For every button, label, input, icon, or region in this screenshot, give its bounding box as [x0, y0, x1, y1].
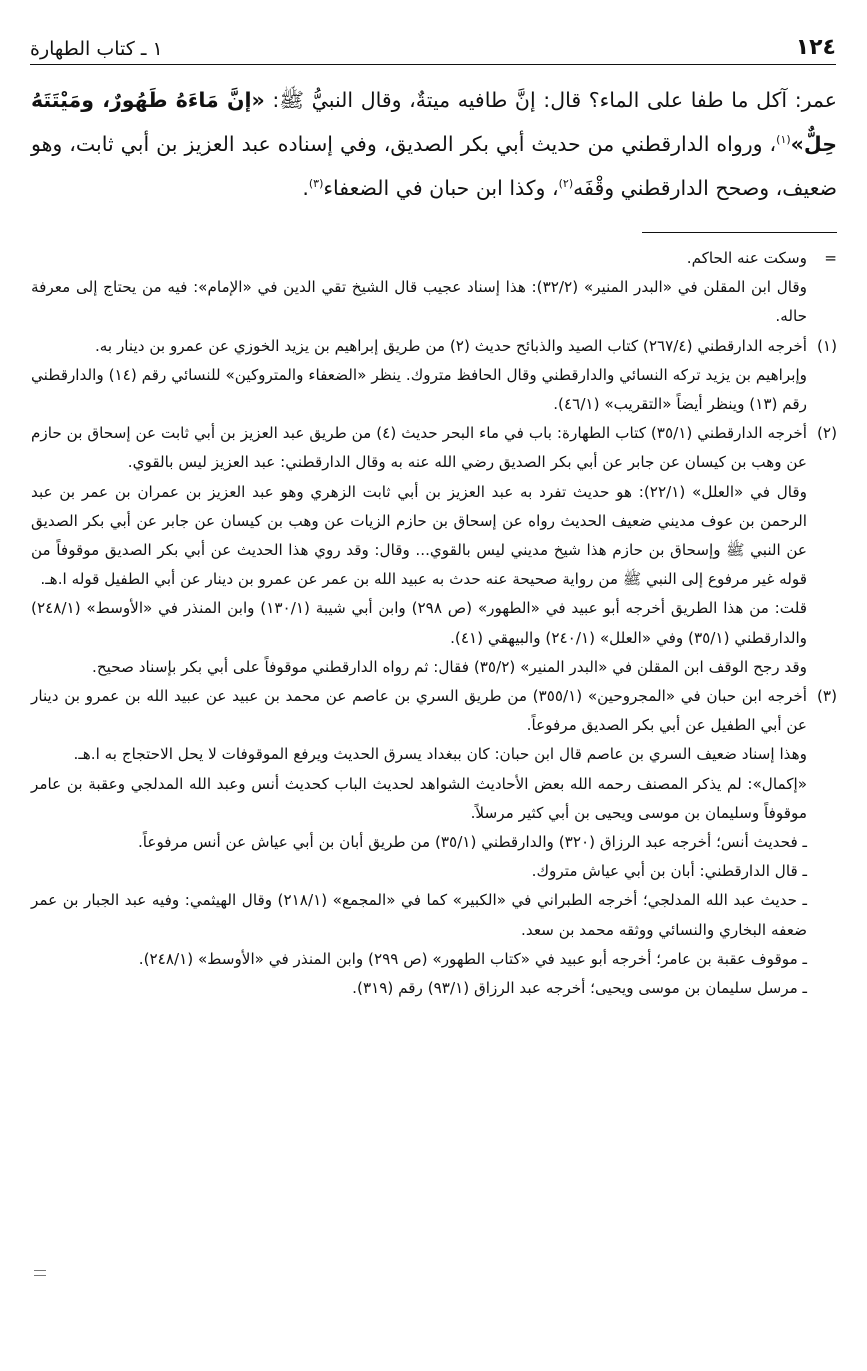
main-text-part-1: عمر: آكل ما طفا على الماء؟ قال: إنَّ طافيه ميتةٌ، وقال النبيُّ ﷺ: [264, 88, 838, 112]
page-header [30, 30, 836, 65]
footnote-continuation [31, 244, 837, 332]
footnote-paragraph: ـ موقوف عقبة بن عامر؛ أخرجه أبو عبيد في «كتاب الطهور» (ص ٢٩٩) وابن المنذر في «الأوسط» (٢٤٨/١). [138, 949, 807, 968]
footnote-paragraph: وهذا إسناد ضعيف السري بن عاصم قال ابن حبان: كان ببغداد يسرق الحديث ويرفع الموقوفات لا يحل الاحتجاج به ا.هـ. [73, 745, 807, 764]
footnote-paragraph: ـ حديث عبد الله المدلجي؛ أخرجه الطبراني في «الكبير» كما في «المجمع» (٢١٨/١) وقال الهيثمي: وفيه عبد الجبار بن عمر ضعفه البخاري والنسائي ووثقه محمد بن سعد. [31, 891, 808, 939]
footnote-separator [642, 232, 837, 233]
main-text-part-2: ، ورواه الدارقطني من حديث أبي بكر الصديق، وفي إسناده عبد العزيز بن أبي ثابت، وهو ضعيف، وصحح الدارقطني وقْفَه [31, 132, 837, 200]
footnote-paragraph: ـ فحديث أنس؛ أخرجه عبد الرزاق (٣٢٠) والدارقطني (٣٥/١) من طريق أبان بن أبي عياش عن أنس مرفوعاً. [137, 833, 807, 852]
main-text [31, 78, 837, 210]
footnote-paragraph: أخرجه الدارقطني (٢٦٧/٤) كتاب الصيد والذبائح حديث (٢) من طريق إبراهيم بن يزيد الخوزي عن عمرو بن دينار به. [94, 336, 807, 355]
footnote-paragraph: وسكت عنه الحاكم. [686, 249, 807, 267]
footnote-paragraph: «إكمال»: لم يذكر المصنف رحمه الله بعض الأحاديث الشواهد لحديث الباب كحديث أنس وعبد الله المدلجي وعقبة بن عامر موقوفاً وسليمان بن موسى ويحيى بن أبي كثير مرسلاً. [31, 774, 807, 822]
footnote-paragraph: وقال ابن المقلن في «البدر المنير» (٣٢/٢): هذا إسناد عجيب قال الشيخ تقي الدين في «الإمام»: فيه من يحتاج إلى معرفة حاله. [31, 278, 807, 326]
footnote-paragraph: أخرجه ابن حبان في «المجروحين» (٣٥٥/١) من طريق السري بن عاصم عن محمد بن عبيد عن عبيد الله بن عمرو بن دينار عن أبي الطفيل عن أبي بكر الصديق مرفوعاً. [31, 687, 807, 735]
footnote-3 [31, 682, 837, 1003]
main-text-part-3: ، وكذا ابن حبان في الضعفاء [323, 176, 559, 200]
footnote-paragraph: وقد رجح الوقف ابن المقلن في «البدر المنير» (٣٥/٢) فقال: ثم رواه الدارقطني موقوفاً على أبي بكر بإسناد صحيح. [92, 657, 807, 676]
continuation-marker: = [824, 249, 837, 267]
footnote-1 [31, 332, 837, 420]
page-number: ١٢٤ [795, 35, 836, 60]
footnote-paragraph: قلت: من هذا الطريق أخرجه أبو عبيد في «الطهور» (ص ٢٩٨) وابن أبي شيبة (١٣٠/١) وابن المنذر في «الأوسط» (٢٤٨/١) والدارقطني (٣٥/١) وفي «العلل» (٢٤٠/١) والبيهقي (٤١). [31, 599, 807, 647]
footnote-paragraph: ـ مرسل سليمان بن موسى ويحيى؛ أخرجه عبد الرزاق (٩٣/١) رقم (٣١٩). [352, 979, 807, 998]
scan-edge-mark [34, 1270, 46, 1276]
footnote-paragraph: وإبراهيم بن يزيد تركه النسائي والدارقطني وقال الحافظ متروك. ينظر «الضعفاء والمتروكين» للنسائي رقم (١٤) والدارقطني رقم (١٣) وينظر أيضاً «التقريب» (٤٦/١). [31, 365, 808, 414]
footnote-ref-1: (١) [776, 133, 791, 147]
footnote-2 [31, 419, 837, 682]
footnote-paragraph: ـ قال الدارقطني: أبان بن أبي عياش متروك. [531, 862, 807, 881]
footnote-paragraph: أخرجه الدارقطني (٣٥/١) كتاب الطهارة: باب في ماء البحر حديث (٤) من طريق عبد العزيز بن أبي ثابت عن إسحاق بن حازم عن وهب بن كيسان عن جابر عن أبي بكر الصديق رضي الله عنه به وقال الدارقطني: عبد العزيز ليس بالقوي. [31, 424, 808, 472]
hadith-quote: «إنَّ مَاءَهُ طَهُورٌ، ومَيْتَتَهُ حِلٌّ» [31, 88, 837, 156]
footnote-number: (٢) [816, 424, 837, 443]
footnotes [31, 244, 837, 1003]
running-title: ١ ـ كتاب الطهارة [30, 38, 163, 60]
main-text-end: . [302, 176, 309, 200]
footnote-ref-2: (٢) [558, 177, 574, 191]
footnote-number: (٣) [816, 687, 837, 706]
footnote-paragraph: وقال في «العلل» (٢٢/١): هو حديث تفرد به عبد العزيز بن أبي ثابت الزهري وهو عبد العزيز بن عمران بن عمر بن عبد الرحمن بن عوف مديني ضعيف الحديث رواه عن إسحاق بن حازم الزيات عن وهب بن كيسان عن جابر عن أبي بكر الصديق عن النبي ﷺ وإسحاق بن حازم هذا شيخ مديني ليس بالقوي... وقال: وقد روي هذا الحديث عن أبي بكر الصديق موقوفاً من قوله غير مرفوع إلى النبي ﷺ من رواية صحيحة عنه حدث به عبيد الله بن عمر عن عمرو بن دينار عن أبي الطفيل قوله ا.هـ. [31, 482, 807, 589]
footnote-ref-3: (٣) [308, 177, 324, 191]
footnote-number: (١) [816, 336, 837, 355]
